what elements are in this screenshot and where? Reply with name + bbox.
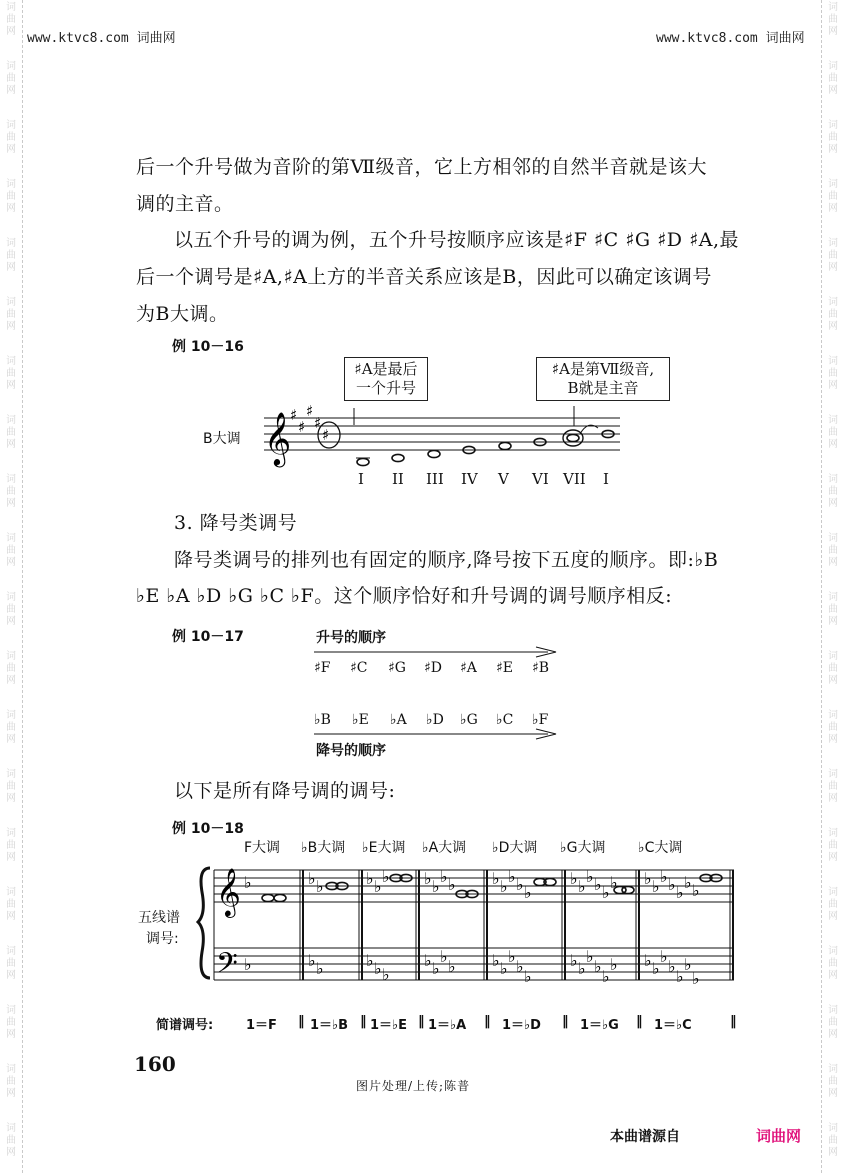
svg-text:♭: ♭ (366, 869, 374, 888)
svg-text:♭: ♭ (316, 959, 324, 978)
annotation-line: B就是主音 (567, 379, 639, 397)
whole-note-icon (357, 458, 369, 465)
bass-clef-icon: 𝄢 (216, 947, 238, 987)
jianpu-key: 1＝♭G (580, 1018, 619, 1033)
svg-text:♭: ♭ (382, 867, 390, 886)
paragraph-line: ♭E ♭A ♭D ♭G ♭C ♭F。这个顺序恰好和升号调的调号顺序相反: (136, 585, 673, 607)
page-number: 160 (134, 1052, 176, 1076)
paragraph-line: 后一个调号是♯A,♯A上方的半音关系应该是B，因此可以确定该调号 (136, 266, 712, 288)
svg-text:♭: ♭ (366, 951, 374, 970)
right-margin-watermark (821, 0, 844, 1173)
brace-icon (198, 868, 210, 978)
watermark-mark: 词 曲 网 (828, 1005, 838, 1040)
jianpu-label: 简谱调号: (156, 1018, 214, 1033)
svg-text:♭: ♭ (492, 869, 500, 888)
svg-text:♭: ♭ (516, 957, 524, 976)
paragraph-line: 以下是所有降号调的调号: (174, 780, 396, 802)
barline-icon: ‖ (636, 1014, 643, 1029)
watermark-mark: 词 曲 网 (828, 238, 838, 273)
watermark-mark: 词 曲 网 (6, 1123, 16, 1158)
sequence-item: ♯A (460, 660, 477, 676)
whole-note-icon (392, 454, 404, 461)
svg-text:♭: ♭ (668, 875, 676, 894)
sequence-item: ♯C (350, 660, 368, 676)
svg-text:♭: ♭ (432, 959, 440, 978)
barline-icon: ‖ (298, 1014, 305, 1029)
svg-text:♭: ♭ (676, 967, 684, 986)
degree-label: VI (532, 470, 549, 488)
svg-text:♭: ♭ (610, 955, 618, 974)
treble-flats (244, 867, 700, 902)
svg-text:♭: ♭ (578, 959, 586, 978)
watermark-mark: 词 曲 网 (828, 828, 838, 863)
footer-credit: 图片处理/上传;陈普 (356, 1079, 471, 1093)
degree-label: V (498, 470, 509, 488)
whole-note-icon (428, 450, 440, 457)
key-name: ♭E大调 (362, 840, 406, 856)
svg-text:♭: ♭ (448, 957, 456, 976)
svg-text:♭: ♭ (684, 873, 692, 892)
sharp-icon: ♯ (322, 426, 330, 444)
svg-text:♭: ♭ (684, 955, 692, 974)
watermark-mark: 词 曲 网 (828, 533, 838, 568)
watermark-mark: 词 曲 网 (828, 887, 838, 922)
svg-text:♭: ♭ (374, 959, 382, 978)
sequence-item: ♭E (352, 712, 369, 728)
watermark-mark: 词 曲 网 (6, 946, 16, 981)
barline-icon: ‖ (418, 1014, 425, 1029)
staff-label: 调号: (146, 931, 179, 947)
annotation-line: 一个升号 (355, 379, 416, 397)
watermark-mark: 词 曲 网 (828, 415, 838, 450)
watermark-mark: 词 曲 网 (828, 120, 838, 155)
barline-icon: ‖ (484, 1014, 491, 1029)
sequence-item: ♯B (532, 660, 550, 676)
sharp-icon: ♯ (290, 406, 298, 424)
svg-text:♭: ♭ (500, 877, 508, 896)
scale-degree-row (358, 470, 638, 490)
watermark-mark: 词 曲 网 (828, 61, 838, 96)
scale-notes (357, 430, 614, 465)
watermark-mark: 词 曲 网 (6, 828, 16, 863)
watermark-mark: 词 曲 网 (828, 356, 838, 391)
example-label: 例 10－18 (172, 821, 244, 837)
flat-order-arrow (312, 728, 562, 740)
treble-clef-icon: 𝄞 (216, 867, 241, 916)
sequence-item: ♯E (496, 660, 513, 676)
annotation-line: ♯A是最后 (354, 360, 418, 378)
source-text: 本曲谱源自 (610, 1129, 680, 1145)
sequence-item: ♯D (424, 660, 442, 676)
key-signature-sharps (290, 402, 329, 444)
watermark-mark: 词 曲 网 (6, 651, 16, 686)
watermark-mark: 词 曲 网 (6, 2, 16, 37)
bass-flats (244, 947, 700, 988)
svg-text:♭: ♭ (374, 877, 382, 896)
key-name: ♭B大调 (301, 840, 346, 856)
jianpu-key: 1＝♭D (502, 1018, 541, 1033)
watermark-mark: 词 曲 网 (6, 474, 16, 509)
example-label: 例 10－16 (172, 339, 244, 355)
annotation-box-last-sharp (344, 357, 428, 401)
sequence-item: ♭B (314, 712, 331, 728)
svg-text:♭: ♭ (308, 869, 316, 888)
svg-text:♭: ♭ (594, 875, 602, 894)
watermark-mark: 词 曲 网 (828, 769, 838, 804)
svg-text:♭: ♭ (244, 955, 252, 974)
paragraph-line: 降号类调号的排列也有固定的顺序,降号按下五度的顺序。即:♭B (174, 549, 719, 571)
watermark-mark: 词 曲 网 (6, 592, 16, 627)
annotation-line: ♯A是第Ⅶ级音, (551, 360, 655, 378)
watermark-mark: 词 曲 网 (6, 238, 16, 273)
watermark-mark: 词 曲 网 (828, 946, 838, 981)
highlight-circle-icon (563, 430, 583, 446)
grand-staff-flat-keys (196, 860, 744, 995)
svg-text:♭: ♭ (644, 951, 652, 970)
degree-label: I (603, 470, 609, 488)
watermark-mark: 词 曲 网 (6, 120, 16, 155)
watermark-mark: 词 曲 网 (828, 710, 838, 745)
degree-label: IV (461, 470, 478, 488)
svg-text:♭: ♭ (610, 873, 618, 892)
left-margin-watermark (0, 0, 23, 1173)
section-heading: 3. 降号类调号 (174, 512, 298, 534)
paragraph-line: 为B大调。 (136, 303, 229, 325)
sequence-item: ♭G (460, 712, 478, 728)
watermark-mark: 词 曲 网 (828, 651, 838, 686)
jianpu-key: 1＝♭A (428, 1018, 467, 1033)
barline-icon: ‖ (360, 1014, 367, 1029)
paragraph-line: 调的主音。 (136, 193, 234, 215)
svg-text:♭: ♭ (644, 869, 652, 888)
svg-text:♭: ♭ (594, 957, 602, 976)
svg-text:♭: ♭ (602, 967, 610, 986)
svg-text:♭: ♭ (440, 867, 448, 886)
watermark-mark: 词 曲 网 (6, 297, 16, 332)
barline-icon: ‖ (562, 1014, 569, 1029)
sharp-order-title: 升号的顺序 (316, 630, 386, 646)
whole-note-icon (499, 442, 511, 449)
whole-note-icon (567, 434, 579, 441)
watermark-mark: 词 曲 网 (6, 710, 16, 745)
svg-text:♭: ♭ (424, 951, 432, 970)
svg-text:♭: ♭ (602, 883, 610, 902)
sequence-item: ♭D (426, 712, 444, 728)
example-label: 例 10－17 (172, 629, 244, 645)
svg-text:♭: ♭ (508, 867, 516, 886)
b-major-scale-staff (258, 398, 628, 478)
svg-text:♭: ♭ (586, 947, 594, 966)
svg-text:♭: ♭ (500, 959, 508, 978)
key-name: ♭C大调 (638, 840, 683, 856)
staff-label: 五线谱 (138, 910, 180, 926)
watermark-mark: 词 曲 网 (6, 179, 16, 214)
key-name: ♭A大调 (422, 840, 467, 856)
svg-text:♭: ♭ (382, 965, 390, 984)
watermark-mark: 词 曲 网 (6, 1064, 16, 1099)
header-site-left[interactable]: www.ktvc8.com 词曲网 (27, 31, 176, 46)
svg-text:♭: ♭ (432, 877, 440, 896)
header-site-right[interactable]: www.ktvc8.com 词曲网 (656, 31, 805, 46)
sharp-order-arrow (312, 646, 562, 658)
treble-clef-icon: 𝄞 (264, 411, 292, 465)
sequence-item: ♭C (496, 712, 514, 728)
key-name: ♭G大调 (560, 840, 606, 856)
watermark-mark: 词 曲 网 (828, 2, 838, 37)
svg-text:♭: ♭ (524, 967, 532, 986)
svg-text:♭: ♭ (516, 875, 524, 894)
watermark-mark: 词 曲 网 (6, 415, 16, 450)
barline-icon: ‖ (730, 1014, 737, 1029)
watermark-mark: 词 曲 网 (6, 356, 16, 391)
svg-text:♭: ♭ (448, 875, 456, 894)
watermark-mark: 词 曲 网 (6, 769, 16, 804)
svg-text:♭: ♭ (692, 969, 700, 988)
svg-text:♭: ♭ (676, 883, 684, 902)
annotation-box-tonic (536, 357, 670, 401)
jianpu-key: 1＝F (246, 1018, 277, 1033)
watermark-mark: 词 曲 网 (828, 592, 838, 627)
svg-text:♭: ♭ (244, 873, 252, 892)
sharp-icon: ♯ (314, 414, 322, 432)
svg-text:♭: ♭ (586, 867, 594, 886)
svg-text:♭: ♭ (692, 881, 700, 900)
watermark-mark: 词 曲 网 (6, 533, 16, 568)
sequence-item: ♭F (532, 712, 549, 728)
jianpu-key: 1＝♭C (654, 1018, 692, 1033)
svg-text:♭: ♭ (652, 959, 660, 978)
svg-text:♭: ♭ (660, 867, 668, 886)
watermark-mark: 词 曲 网 (828, 297, 838, 332)
brand-logo[interactable]: 词曲网 (756, 1127, 802, 1145)
degree-label: VII (563, 470, 586, 488)
sharp-order-sequence (314, 660, 554, 680)
svg-text:♭: ♭ (316, 877, 324, 896)
svg-text:♭: ♭ (424, 869, 432, 888)
sequence-item: ♯F (314, 660, 331, 676)
watermark-mark: 词 曲 网 (828, 1123, 838, 1158)
paragraph-line: 以五个升号的调为例，五个升号按顺序应该是♯F ♯C ♯G ♯D ♯A,最 (174, 229, 740, 251)
svg-text:♭: ♭ (668, 957, 676, 976)
paragraph-line: 后一个升号做为音阶的第Ⅶ级音，它上方相邻的自然半音就是该大 (136, 156, 708, 178)
sharp-icon: ♯ (298, 418, 306, 436)
svg-text:♭: ♭ (508, 947, 516, 966)
key-name: F大调 (244, 840, 281, 856)
watermark-mark: 词 曲 网 (6, 887, 16, 922)
svg-text:♭: ♭ (660, 947, 668, 966)
svg-text:♭: ♭ (570, 869, 578, 888)
svg-text:♭: ♭ (308, 951, 316, 970)
watermark-mark: 词 曲 网 (6, 61, 16, 96)
svg-text:♭: ♭ (524, 883, 532, 902)
degree-label: III (426, 470, 444, 488)
jianpu-key: 1＝♭E (370, 1018, 408, 1033)
watermark-mark: 词 曲 网 (828, 1064, 838, 1099)
svg-text:♭: ♭ (570, 951, 578, 970)
degree-label: I (358, 470, 364, 488)
jianpu-row (156, 1014, 746, 1036)
watermark-mark: 词 曲 网 (828, 474, 838, 509)
sharp-icon: ♯ (306, 402, 314, 420)
key-name: ♭D大调 (492, 840, 538, 856)
flat-key-names-row (244, 837, 704, 857)
sequence-item: ♯G (388, 660, 406, 676)
watermark-mark: 词 曲 网 (6, 1005, 16, 1040)
sequence-item: ♭A (390, 712, 407, 728)
watermark-mark: 词 曲 网 (828, 179, 838, 214)
svg-text:♭: ♭ (578, 877, 586, 896)
svg-text:♭: ♭ (652, 877, 660, 896)
key-label-b-major: B大调 (203, 431, 241, 447)
svg-text:♭: ♭ (492, 951, 500, 970)
flat-order-title: 降号的顺序 (316, 743, 386, 759)
jianpu-key: 1＝♭B (310, 1018, 349, 1033)
svg-text:♭: ♭ (440, 947, 448, 966)
degree-label: II (392, 470, 404, 488)
